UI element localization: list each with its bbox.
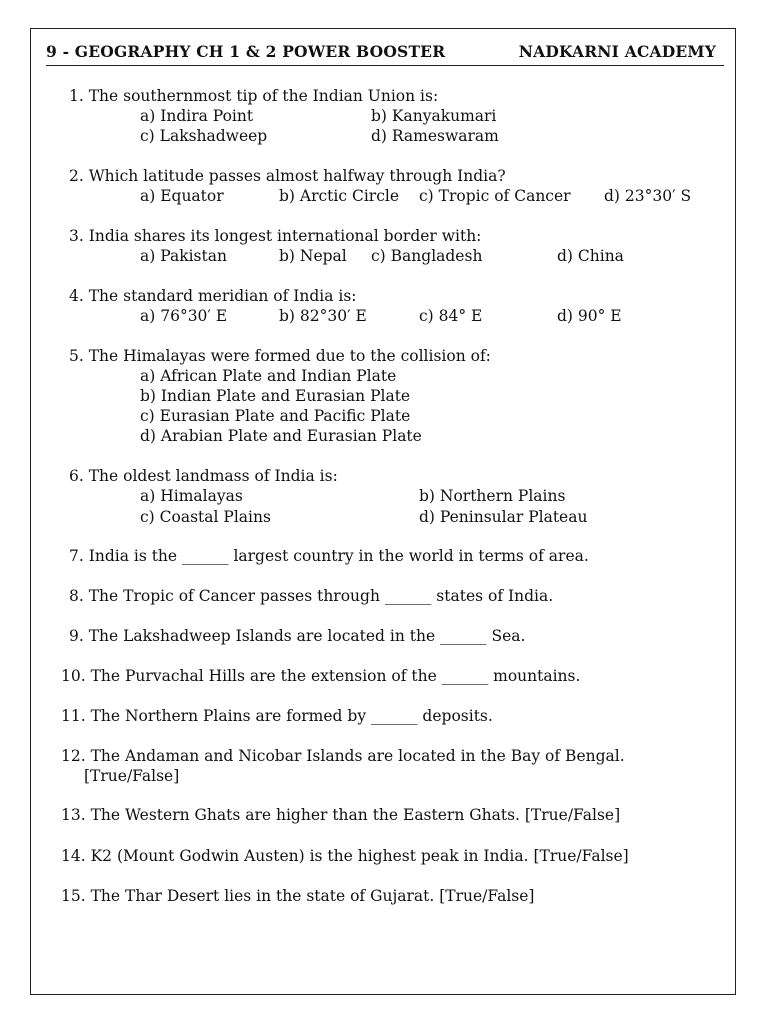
option-a: a) Himalayas (140, 487, 243, 505)
option-c: c) Coastal Plains (140, 508, 271, 526)
option-b: b) Indian Plate and Eurasian Plate (140, 387, 411, 405)
option-a: a) 76°30′ E (140, 307, 228, 325)
question-stem: 4. The standard meridian of India is: (69, 287, 357, 305)
question-stem: 3. India shares its longest international border with: (69, 227, 482, 245)
option-b: b) Northern Plains (419, 487, 566, 505)
question-stem: 5. The Himalayas were formed due to the collision of: (69, 347, 491, 365)
option-d: d) 23°30′ S (604, 187, 692, 205)
question-stem: 9. The Lakshadweep Islands are located in the ______ Sea. (69, 627, 526, 645)
question-stem: 11. The Northern Plains are formed by ______ deposits. (61, 707, 493, 725)
option-c: c) 84° E (419, 307, 483, 325)
option-c: c) Tropic of Cancer (419, 187, 571, 205)
question-stem: 2. Which latitude passes almost halfway through India? (69, 167, 506, 185)
header (46, 42, 724, 64)
option-b: b) 82°30′ E (279, 307, 367, 325)
option-b: b) Nepal (279, 247, 347, 265)
option-a: a) Pakistan (140, 247, 227, 265)
question-stem: 10. The Purvachal Hills are the extension of the ______ mountains. (61, 667, 581, 685)
question-stem: 15. The Thar Desert lies in the state of Gujarat. [True/False] (61, 887, 535, 905)
option-c: c) Lakshadweep (140, 127, 268, 145)
question-stem: 7. India is the ______ largest country in the world in terms of area. (69, 547, 589, 565)
option-d: d) Peninsular Plateau (419, 508, 588, 526)
option-d: d) Arabian Plate and Eurasian Plate (140, 427, 422, 445)
option-a: a) Indira Point (140, 107, 254, 125)
option-a: a) Equator (140, 187, 224, 205)
header-rule (46, 65, 724, 66)
option-c: c) Eurasian Plate and Pacific Plate (140, 407, 411, 425)
question-stem: 13. The Western Ghats are higher than the Eastern Ghats. [True/False] (61, 806, 621, 824)
question-continuation: [True/False] (84, 767, 180, 785)
option-a: a) African Plate and Indian Plate (140, 367, 397, 385)
question-stem: 12. The Andaman and Nicobar Islands are located in the Bay of Bengal. (61, 747, 625, 765)
question-stem: 8. The Tropic of Cancer passes through ______ states of India. (69, 587, 554, 605)
option-d: d) China (557, 247, 624, 265)
option-b: b) Kanyakumari (371, 107, 497, 125)
header-title: 9 - GEOGRAPHY CH 1 & 2 POWER BOOSTER (46, 42, 446, 61)
question-stem: 14. K2 (Mount Godwin Austen) is the highest peak in India. [True/False] (61, 847, 629, 865)
option-c: c) Bangladesh (371, 247, 483, 265)
header-academy: NADKARNI ACADEMY (518, 42, 716, 61)
option-d: d) 90° E (557, 307, 622, 325)
option-b: b) Arctic Circle (279, 187, 400, 205)
question-stem: 1. The southernmost tip of the Indian Union is: (69, 87, 439, 105)
question-stem: 6. The oldest landmass of India is: (69, 467, 338, 485)
option-d: d) Rameswaram (371, 127, 499, 145)
